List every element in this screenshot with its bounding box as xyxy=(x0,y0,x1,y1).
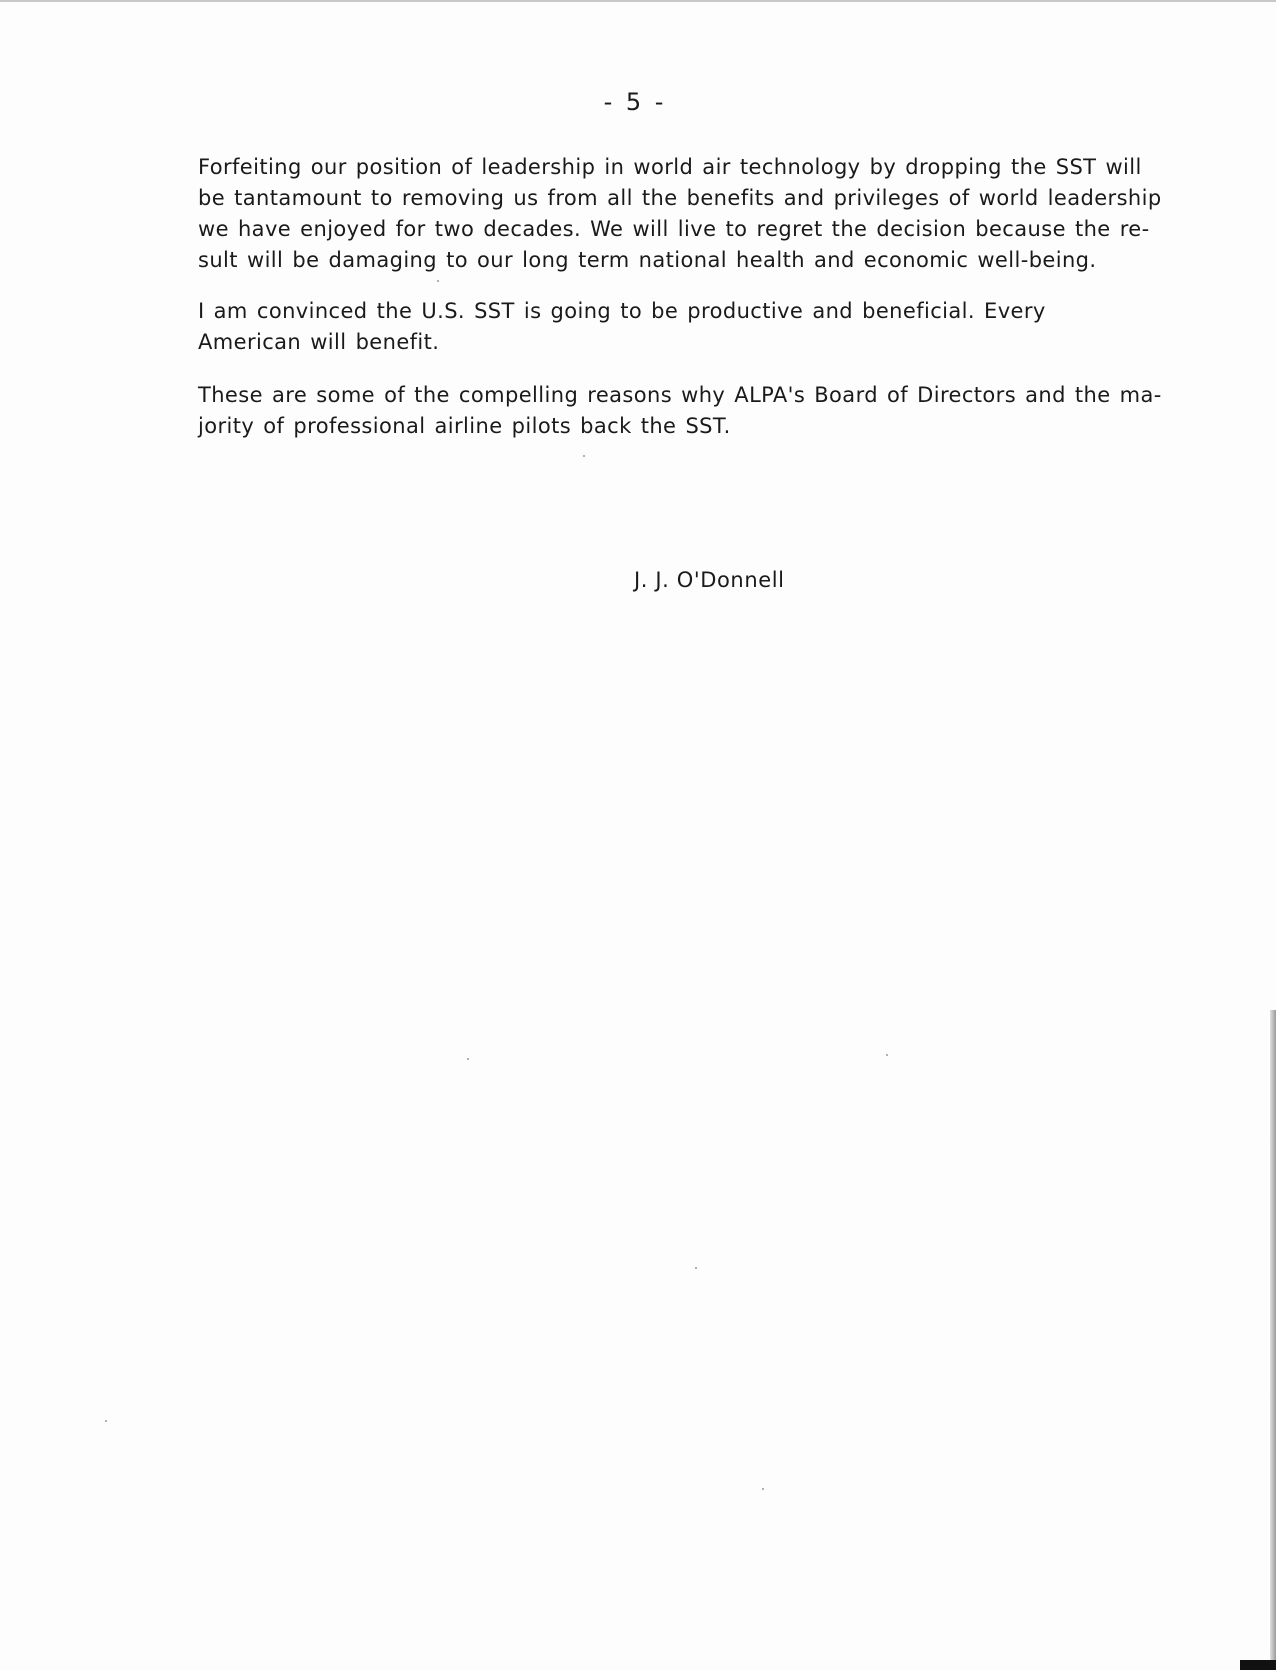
page-number: - 5 - xyxy=(603,88,667,116)
text-line: sult will be damaging to our long term national health and economic well-being. xyxy=(198,248,1097,272)
text-line: jority of professional airline pilots back the SST. xyxy=(198,414,731,438)
paragraph-leadership xyxy=(198,152,1162,276)
scan-speck xyxy=(886,1054,888,1056)
scan-speck xyxy=(695,1267,697,1269)
scan-corner-mark xyxy=(1240,1660,1276,1670)
signature-name: J. J. O'Donnell xyxy=(634,568,785,592)
scan-right-edge xyxy=(1270,1010,1276,1670)
scan-speck xyxy=(467,1058,469,1060)
text-line: These are some of the compelling reasons why ALPA's Board of Directors and the ma- xyxy=(198,383,1162,407)
text-line: be tantamount to removing us from all the benefits and privileges of world leadership xyxy=(198,186,1162,210)
scan-speck xyxy=(105,1420,107,1422)
text-line: Forfeiting our position of leadership in world air technology by dropping the SST will xyxy=(198,155,1142,179)
text-line: we have enjoyed for two decades. We will live to regret the decision because the re- xyxy=(198,217,1150,241)
paragraph-reasons xyxy=(198,380,1162,442)
text-line: American will benefit. xyxy=(198,330,440,354)
paragraph-conviction xyxy=(198,296,1046,358)
scan-speck xyxy=(762,1488,764,1490)
scan-speck xyxy=(583,455,585,457)
scan-speck xyxy=(437,280,439,282)
scan-top-edge xyxy=(0,0,1276,2)
text-line: I am convinced the U.S. SST is going to be productive and beneficial. Every xyxy=(198,299,1046,323)
